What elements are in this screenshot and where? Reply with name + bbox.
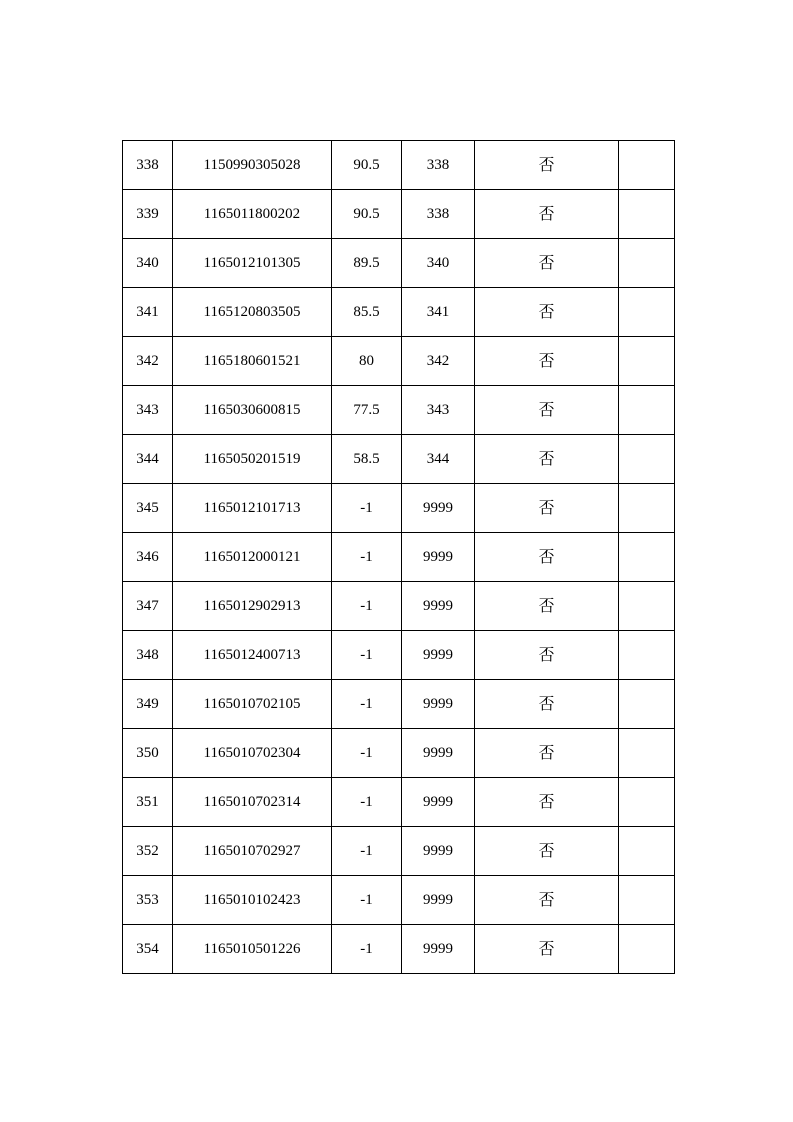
cell-score: -1 [332,778,402,827]
cell-rank: 9999 [402,876,475,925]
cell-note [619,582,675,631]
cell-score: 89.5 [332,239,402,288]
cell-note [619,533,675,582]
cell-note [619,484,675,533]
cell-score: -1 [332,533,402,582]
cell-note [619,680,675,729]
cell-rank: 9999 [402,827,475,876]
table-row [123,288,675,337]
cell-rank: 341 [402,288,475,337]
cell-note [619,288,675,337]
cell-rank: 344 [402,435,475,484]
cell-candidate-id: 1165010702304 [173,729,332,778]
cell-score: 85.5 [332,288,402,337]
cell-note [619,337,675,386]
cell-candidate-id: 1165012400713 [173,631,332,680]
cell-score: -1 [332,631,402,680]
cell-score: -1 [332,729,402,778]
cell-seq: 339 [123,190,173,239]
cell-note [619,876,675,925]
table-row [123,190,675,239]
cell-status: 否 [475,337,619,386]
cell-status: 否 [475,876,619,925]
cell-candidate-id: 1165010702927 [173,827,332,876]
cell-candidate-id: 1165180601521 [173,337,332,386]
cell-score: 90.5 [332,190,402,239]
cell-seq: 348 [123,631,173,680]
cell-note [619,141,675,190]
cell-seq: 349 [123,680,173,729]
cell-rank: 9999 [402,631,475,680]
cell-seq: 342 [123,337,173,386]
table-row [123,386,675,435]
cell-seq: 347 [123,582,173,631]
cell-status: 否 [475,239,619,288]
cell-status: 否 [475,141,619,190]
table-row [123,631,675,680]
table-row [123,484,675,533]
cell-note [619,190,675,239]
cell-status: 否 [475,778,619,827]
cell-note [619,631,675,680]
cell-status: 否 [475,925,619,974]
cell-note [619,386,675,435]
table-row [123,925,675,974]
table-row [123,680,675,729]
cell-status: 否 [475,631,619,680]
table-row [123,827,675,876]
cell-score: -1 [332,925,402,974]
cell-seq: 350 [123,729,173,778]
results-table-body [123,141,675,974]
cell-score: 77.5 [332,386,402,435]
cell-candidate-id: 1165011800202 [173,190,332,239]
cell-candidate-id: 1165010702314 [173,778,332,827]
cell-note [619,778,675,827]
table-row [123,778,675,827]
cell-score: -1 [332,876,402,925]
cell-rank: 338 [402,141,475,190]
cell-status: 否 [475,435,619,484]
table-row [123,533,675,582]
cell-rank: 9999 [402,729,475,778]
table-row [123,141,675,190]
table-row [123,435,675,484]
cell-status: 否 [475,190,619,239]
cell-seq: 352 [123,827,173,876]
cell-candidate-id: 1165010702105 [173,680,332,729]
cell-status: 否 [475,680,619,729]
cell-rank: 9999 [402,582,475,631]
cell-seq: 340 [123,239,173,288]
cell-seq: 338 [123,141,173,190]
cell-note [619,827,675,876]
cell-seq: 341 [123,288,173,337]
table-row [123,337,675,386]
cell-seq: 344 [123,435,173,484]
table-row [123,729,675,778]
cell-candidate-id: 1165012902913 [173,582,332,631]
cell-candidate-id: 1165050201519 [173,435,332,484]
cell-rank: 9999 [402,925,475,974]
table-row [123,582,675,631]
cell-seq: 351 [123,778,173,827]
cell-status: 否 [475,582,619,631]
cell-candidate-id: 1165030600815 [173,386,332,435]
cell-status: 否 [475,827,619,876]
results-table [122,140,675,974]
cell-rank: 338 [402,190,475,239]
cell-rank: 9999 [402,778,475,827]
cell-seq: 354 [123,925,173,974]
cell-rank: 342 [402,337,475,386]
cell-status: 否 [475,484,619,533]
cell-rank: 9999 [402,533,475,582]
cell-score: 58.5 [332,435,402,484]
cell-score: -1 [332,680,402,729]
cell-seq: 346 [123,533,173,582]
cell-status: 否 [475,729,619,778]
cell-score: 80 [332,337,402,386]
cell-note [619,925,675,974]
cell-seq: 345 [123,484,173,533]
cell-seq: 353 [123,876,173,925]
cell-score: -1 [332,827,402,876]
cell-score: -1 [332,582,402,631]
cell-candidate-id: 1165120803505 [173,288,332,337]
cell-status: 否 [475,533,619,582]
cell-note [619,729,675,778]
cell-status: 否 [475,386,619,435]
cell-candidate-id: 1150990305028 [173,141,332,190]
cell-candidate-id: 1165012000121 [173,533,332,582]
cell-note [619,435,675,484]
cell-candidate-id: 1165012101713 [173,484,332,533]
cell-rank: 343 [402,386,475,435]
cell-note [619,239,675,288]
cell-candidate-id: 1165010102423 [173,876,332,925]
cell-rank: 340 [402,239,475,288]
cell-rank: 9999 [402,484,475,533]
cell-candidate-id: 1165010501226 [173,925,332,974]
cell-score: -1 [332,484,402,533]
cell-rank: 9999 [402,680,475,729]
table-row [123,876,675,925]
cell-status: 否 [475,288,619,337]
table-row [123,239,675,288]
cell-candidate-id: 1165012101305 [173,239,332,288]
cell-score: 90.5 [332,141,402,190]
cell-seq: 343 [123,386,173,435]
